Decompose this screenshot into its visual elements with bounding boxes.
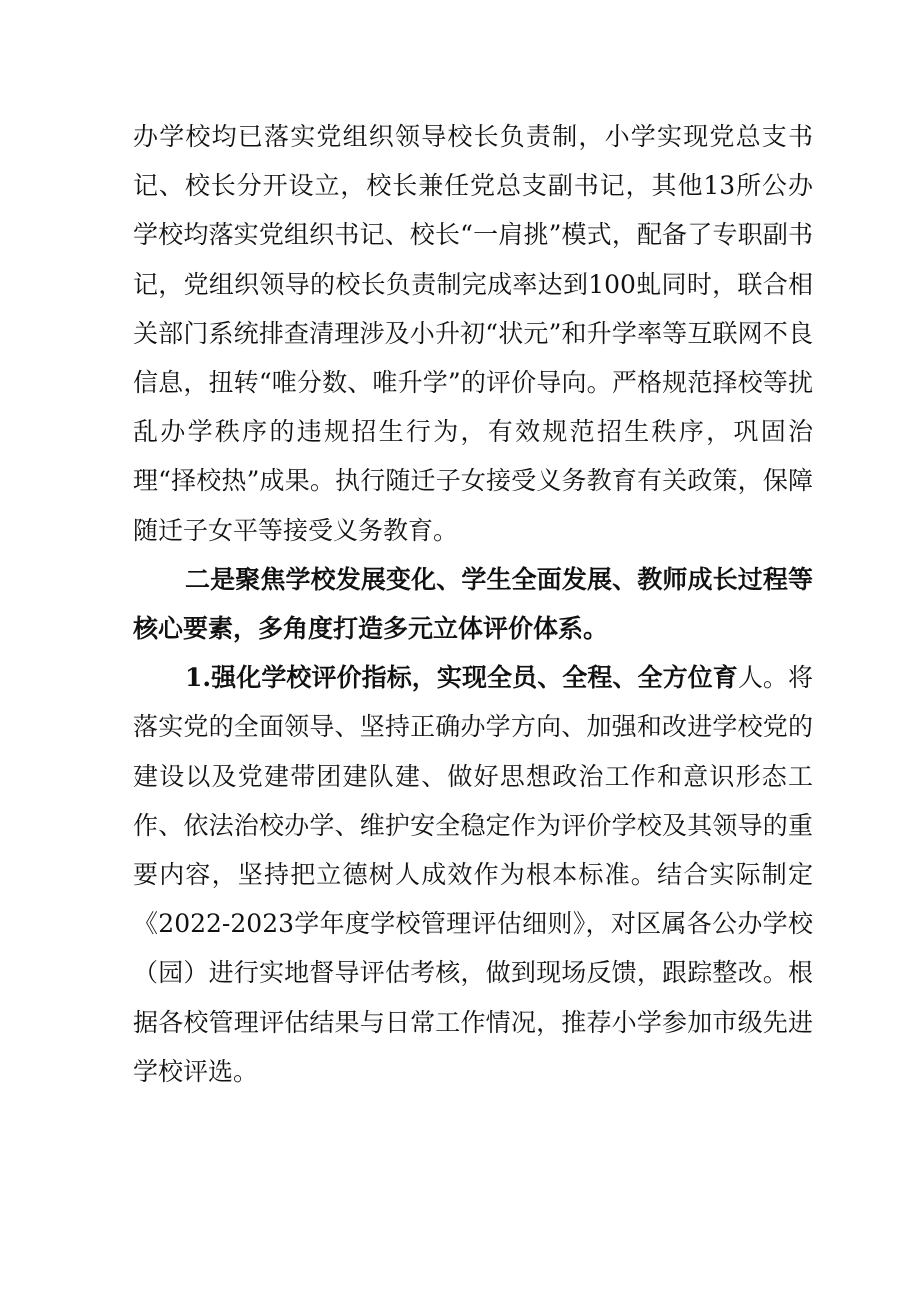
paragraph-section-heading: 二是聚焦学校发展变化、学生全面发展、教师成长过程等核心要素，多角度打造多元立体评价体系。	[133, 564, 813, 644]
document-body	[133, 112, 813, 1096]
subsection-body: 人。将落实党的全面领导、坚持正确办学方向、加强和改进学校党的建设以及党建带团建队建、做好思想政治工作和意识形态工作、依法治校办学、维护安全稳定作为评价学校及其领导的重要内容，坚持把立德树人成效作为根本标准。结合实际制定《2022-2023学年度学校管理评估细则》，对区属各公办学校（园）进行实地督导评估考核，做到现场反馈，跟踪整改。根据各校管理评估结果与日常工作情况，推荐小学参加市级先进学校评选。	[133, 663, 813, 1086]
subsection-heading: 1.强化学校评价指标，实现全员、全程、全方位育	[185, 663, 738, 693]
paragraph-subsection	[133, 653, 813, 1096]
paragraph-continued: 办学校均已落实党组织领导校长负责制，小学实现党总支书记、校长分开设立，校长兼任党总支副书记，其他13所公办学校均落实党组织书记、校长“一肩挑”模式，配备了专职副书记，党组织领导的校长负责制完成率达到100虬同时，联合相关部门系统排查清理涉及小升初“状元”和升学率等互联网不良信息，扭转“唯分数、唯升学”的评价导向。严格规范择校等扰乱办学秩序的违规招生行为，有效规范招生秩序，巩固治理“择校热”成果。执行随迁子女接受义务教育有关政策，保障随迁子女平等接受义务教育。	[133, 122, 813, 545]
